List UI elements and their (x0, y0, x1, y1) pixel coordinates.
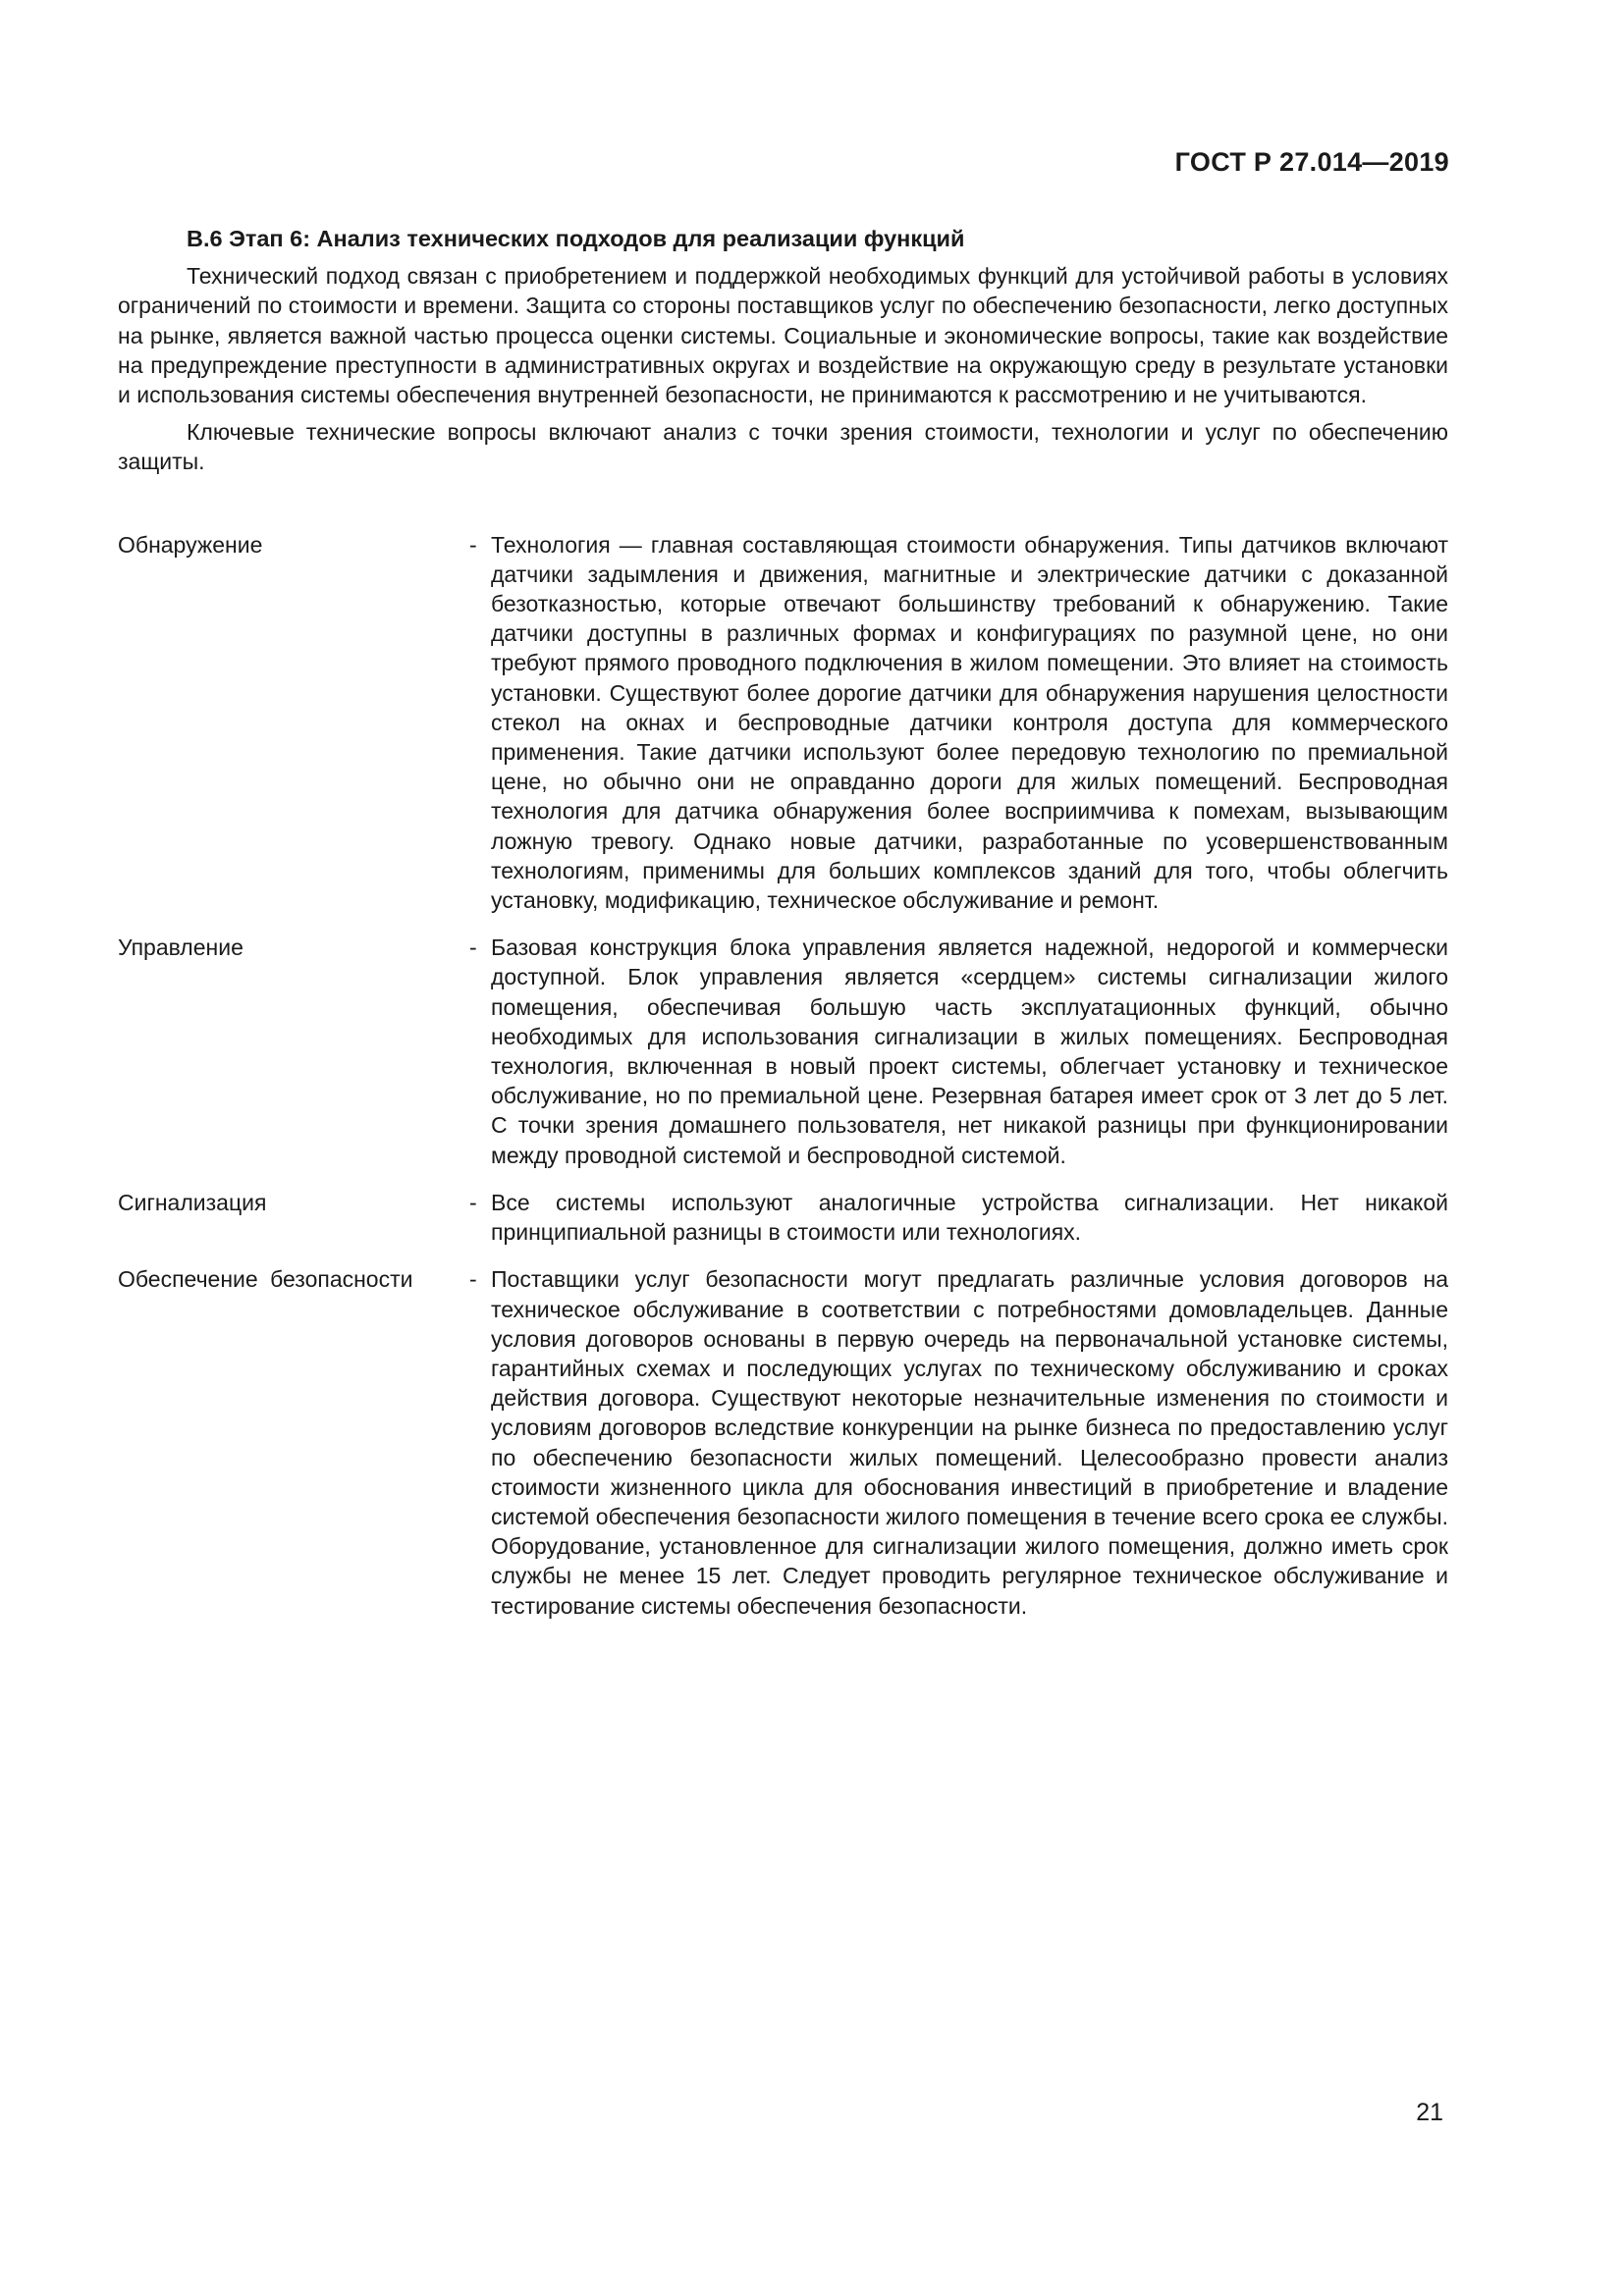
issue-description: Поставщики услуг безопасности могут предлагать различные условия договоров на техническое обслуживание в соответствии с потребностями домовладельцев. Данные условия договоров основаны в первую очередь на первоначальной установке системы, гарантийных схемах и последующих услугах по техническому обслуживанию и сроках действия договора. Существуют некоторые незначительные изменения по стоимости и условиям договоров вследствие конкуренции на рынке бизнеса по предоставлению услуг по обеспечению безопасности жилых помещений. Целесообразно провести анализ стоимости жизненного цикла для обоснования инвестиций в приобретение и владение системой обеспечения безопасности жилого помещения в течение всего срока ее службы. Оборудование, установленное для сигнализации жилого помещения, должно иметь срок службы не менее 15 лет. Следует проводить регулярное техническое обслуживание и тестирование системы обеспечения безопасности. (491, 1266, 1448, 1619)
document-code: ГОСТ Р 27.014—2019 (1174, 147, 1449, 177)
page-number: 21 (1416, 2099, 1443, 2126)
body-paragraph: Ключевые технические вопросы включают анализ с точки зрения стоимости, технологии и услуг по обеспечению защиты. (118, 419, 1448, 475)
issue-dash: - (469, 531, 477, 558)
issue-label: Сигнализация (118, 1189, 267, 1215)
issue-row-control (118, 933, 1448, 1170)
issue-description: Базовая конструкция блока управления является надежной, недорогой и коммерчески доступной. Блок управления является «сердцем» системы сигнализации жилого помещения, обеспечивая большую часть эксплуатационных функций, обычно необходимых для использования сигнализации в жилых помещениях. Беспроводная технология, включенная в новый проект системы, облегчает установку и техническое обслуживание, но по премиальной цене. Резервная батарея имеет срок от 3 лет до 5 лет. С точки зрения домашнего пользователя, нет никакой разницы при функционировании между проводной системой и беспроводной системой. (491, 934, 1448, 1168)
issue-label: Обеспечение безопасности (118, 1266, 413, 1293)
issue-label: Управление (118, 934, 244, 961)
technical-issues-list (118, 530, 1448, 1621)
issue-dash: - (469, 1266, 477, 1293)
page-content (118, 224, 1448, 1638)
issue-row-security-service (118, 1264, 1448, 1620)
issue-label: Обнаружение (118, 531, 263, 558)
body-paragraph: Технический подход связан с приобретением и поддержкой необходимых функций для устойчивой работы в условиях ограничений по стоимости и времени. Защита со стороны поставщиков услуг по обеспечению безопасности, легко доступных на рынке, является важной частью процесса оценки системы. Социальные и экономические вопросы, такие как воздействие на предупреждение преступности в административных округах и воздействие на окружающую среду в результате установки и использования системы обеспечения внутренней безопасности, не принимаются к рассмотрению и не учитываются. (118, 263, 1448, 408)
issue-row-alarm (118, 1188, 1448, 1247)
issue-row-detection (118, 530, 1448, 916)
section-heading: В.6 Этап 6: Анализ технических подходов для реализации функций (187, 226, 965, 251)
issue-dash: - (469, 1189, 477, 1215)
issue-description: Все системы используют аналогичные устройства сигнализации. Нет никакой принципиальной разницы в стоимости или технологиях. (491, 1189, 1448, 1246)
issue-description: Технология — главная составляющая стоимости обнаружения. Типы датчиков включают датчики задымления и движения, магнитные и электрические датчики с доказанной безотказностью, которые отвечают большинству требований к обнаружению. Такие датчики доступны в различных формах и конфигурациях по разумной цене, но они требуют прямого проводного подключения в жилом помещении. Это влияет на стоимость установки. Существуют более дорогие датчики для обнаружения нарушения целостности стекол на окнах и беспроводные датчики контроля доступа для коммерческого применения. Такие датчики используют более передовую технологию по премиальной цене, но обычно они не оправданно дороги для жилых помещений. Беспроводная технология для датчика обнаружения более восприимчива к помехам, вызывающим ложную тревогу. Однако новые датчики, разработанные по усовершенствованным технологиям, применимы для больших комплексов зданий для того, чтобы облегчить установку, модификацию, техническое обслуживание и ремонт. (491, 531, 1448, 914)
issue-dash: - (469, 934, 477, 961)
